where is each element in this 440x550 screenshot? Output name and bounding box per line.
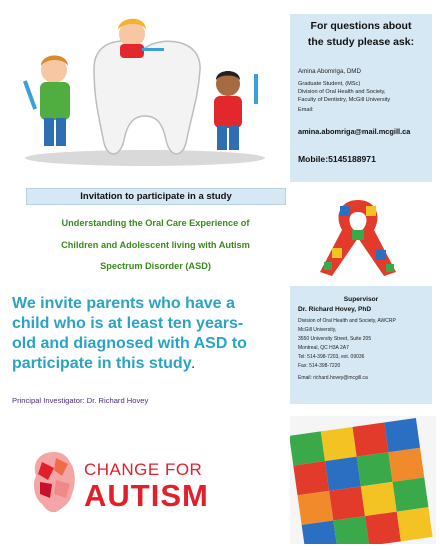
contact-heading-line2: the study please ask: (307, 36, 415, 48)
study-title-line1: Understanding the Oral Care Experience of (61, 218, 250, 228)
contact-email-label: Email: (298, 107, 314, 113)
study-title-line3: Spectrum Disorder (ASD) (100, 261, 211, 271)
supervisor-line5: Tel: 514-398-7203, ext. 09036 (298, 354, 365, 360)
invitation-message (12, 294, 296, 375)
contact-line2: Division of Oral Health and Society, (298, 89, 386, 95)
contact-heading (290, 18, 432, 50)
change-for-autism-logo-mark (28, 448, 80, 516)
supervisor-line2: McGill University, (298, 327, 337, 333)
contact-info-box (290, 14, 432, 182)
contact-email: amina.abomriga@mail.mcgill.ca (298, 127, 411, 136)
invite-period: . (191, 359, 195, 371)
logo-line2: AUTISM (84, 478, 209, 513)
supervisor-box (290, 286, 432, 404)
autism-puzzle-ribbon (292, 192, 424, 278)
contact-line3: Faculty of Dentistry, McGill University (298, 97, 391, 103)
supervisor-line4: Montreal, QC H3A 2A7 (298, 345, 349, 351)
invite-line3: old and diagnosed with ASD to (12, 335, 247, 352)
supervisor-line3: 3550 University Street, Suite 205 (298, 336, 372, 342)
supervisor-email: Email: richard.hovey@mcgill.ca (298, 375, 368, 381)
contact-name: Amina Abomriga, DMD (298, 68, 361, 75)
kids-tooth-illustration (14, 8, 276, 168)
supervisor-heading: Supervisor (343, 296, 379, 303)
contact-heading-line1: For questions about (310, 20, 412, 32)
study-title-line2: Children and Adolescent living with Autism (61, 239, 250, 250)
invite-line1: We invite parents who have a (12, 295, 235, 312)
study-title (14, 213, 297, 278)
logo-line1: CHANGE FOR (84, 460, 203, 479)
contact-line1: Graduate Student, (MSc) (298, 81, 361, 87)
contact-phone: Mobile:5145188971 (298, 154, 376, 164)
supervisor-line6: Fax: 514-398-7220 (298, 363, 341, 369)
principal-investigator: Principal Investigator: Dr. Richard Hovey (12, 396, 149, 405)
puzzle-mat-photo (290, 416, 436, 544)
invitation-header: Invitation to participate in a study (26, 188, 286, 205)
supervisor-name: Dr. Richard Hovey, PhD (298, 306, 372, 313)
invite-line4: participate in this study (12, 355, 192, 372)
supervisor-line1: Division of Oral Health and Society, AWCRP (298, 318, 396, 324)
invite-line2: child who is at least ten years- (12, 315, 244, 332)
